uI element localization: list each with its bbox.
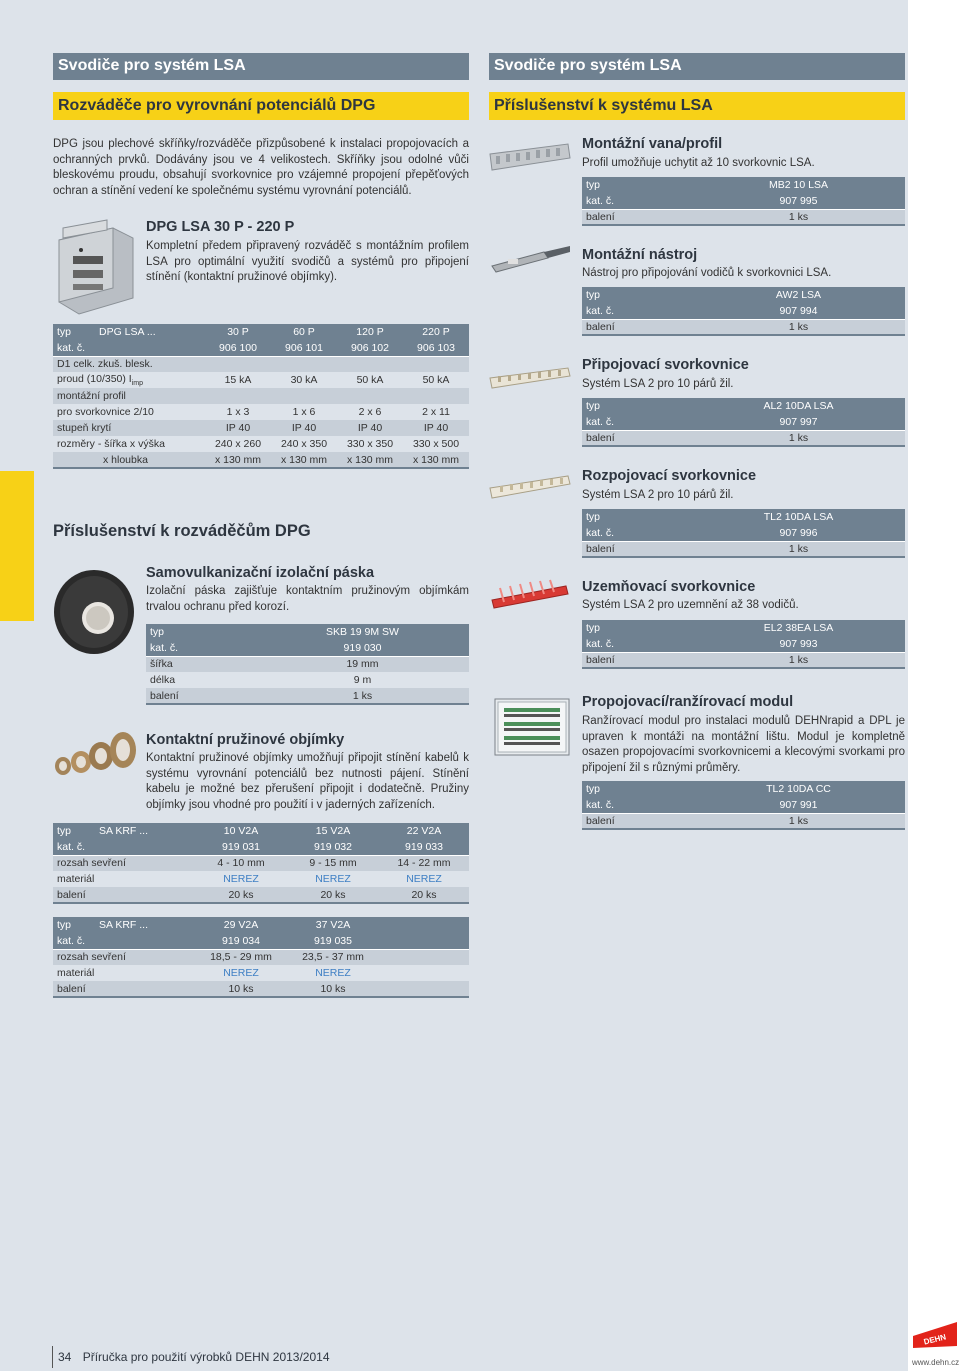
typ-label: typ	[582, 287, 692, 303]
table-cell: 60 P	[271, 324, 337, 340]
rozmery-label: rozměry - šířka x výška	[57, 438, 165, 450]
table-cell: x 130 mm	[205, 452, 271, 468]
table-cell: 1 ks	[692, 813, 905, 829]
table-cell: 30 kA	[290, 374, 318, 386]
kat-label: kat. č.	[582, 636, 692, 652]
table-cell: IP 40	[271, 420, 337, 436]
krf-spec-table-2	[53, 917, 469, 998]
kat-label: kat. č.	[582, 193, 692, 209]
baleni-label: balení	[53, 981, 195, 997]
table-cell: 240 x 350	[280, 438, 328, 450]
proud-label	[53, 372, 205, 388]
table-cell: 907 991	[692, 797, 905, 813]
left-subsection-header: Rozváděče pro vyrovnání potenciálů DPG	[53, 92, 469, 120]
product-title: Připojovací svorkovnice	[582, 357, 749, 373]
table-cell: TL2 10DA CC	[692, 781, 905, 797]
table-cell: 4 - 10 mm	[195, 855, 287, 871]
typ-label: typ	[582, 398, 692, 414]
product-title: Rozpojovací svorkovnice	[582, 468, 757, 484]
table-cell: 919 034	[195, 933, 287, 949]
table-cell: NEREZ	[315, 873, 351, 885]
product-title: Montážní vana/profil	[582, 136, 723, 152]
table-cell: NEREZ	[223, 873, 259, 885]
table-cell: EL2 38EA LSA	[692, 620, 905, 636]
dpg-spec-table	[53, 324, 469, 469]
table-cell: x 130 mm	[271, 452, 337, 468]
hloubka-label: x hloubka	[53, 452, 205, 468]
page-number: 34	[58, 1350, 72, 1364]
typ-label: typ	[582, 177, 692, 193]
table-cell: 907 996	[692, 525, 905, 541]
table-cell: 906 101	[271, 340, 337, 356]
kat-label: kat. č.	[53, 933, 195, 949]
kat-label: kat. č.	[582, 797, 692, 813]
tape-title: Samovulkanizační izolační páska	[146, 565, 375, 581]
product-title: Uzemňovací svorkovnice	[582, 579, 756, 595]
patch-module-image	[494, 698, 570, 756]
table-cell: 20 ks	[379, 887, 469, 903]
typ-prefix: DPG LSA ...	[95, 324, 205, 340]
kat-label: kat. č.	[53, 340, 205, 356]
tape-description: Izolační páska zajišťuje kontaktním pružinovým objímkám trvalou ochranu před korozí.	[146, 585, 469, 613]
kat-label: kat. č.	[53, 839, 195, 855]
baleni-label: balení	[582, 430, 692, 446]
table-cell: 919 032	[287, 839, 379, 855]
table-cell: NEREZ	[406, 873, 442, 885]
mounting-profile-image	[488, 140, 572, 176]
table-cell: 1 ks	[692, 430, 905, 446]
table-cell: 220 P	[403, 324, 469, 340]
table-cell: x 130 mm	[403, 452, 469, 468]
table-cell: IP 40	[337, 420, 403, 436]
product-spec-table	[582, 509, 905, 558]
insulating-tape-image	[52, 566, 136, 656]
product-description: Systém LSA 2 pro 10 párů žil.	[582, 378, 734, 390]
table-cell: 906 103	[403, 340, 469, 356]
table-cell: 240 x 260	[214, 438, 262, 450]
disconnection-block-image	[488, 474, 572, 500]
typ-label: typ	[582, 781, 692, 797]
rozsah-label: rozsah sevření	[53, 949, 195, 965]
empty-cell	[379, 917, 469, 933]
table-cell: 330 x 350	[346, 438, 394, 450]
baleni-label: balení	[582, 813, 692, 829]
product-spec-table	[582, 781, 905, 830]
baleni-label: balení	[582, 652, 692, 668]
table-cell: MB2 10 LSA	[692, 177, 905, 193]
krf-title: Kontaktní pružinové objímky	[146, 732, 345, 748]
right-section-header: Svodiče pro systém LSA	[489, 53, 905, 80]
proud-label-text: proud (10/350) I	[57, 372, 132, 385]
page-footer	[52, 1346, 330, 1368]
baleni-label: balení	[53, 887, 195, 903]
table-cell: 29 V2A	[195, 917, 287, 933]
earthing-block-image	[488, 578, 572, 614]
table-cell: 919 031	[195, 839, 287, 855]
product-title: Propojovací/ranžírovací modul	[582, 694, 794, 710]
table-cell: 50 kA	[422, 374, 450, 386]
table-cell: 50 kA	[356, 374, 384, 386]
dpg-intro-text: DPG jsou plechové skříňky/rozváděče přizpůsobené k instalaci propojovacích a ochranných prvků. Dodávány jsou ve 4 velikostech. Skříňky jsou odolné vůči bleskovému proudu, obsahují svorkovnice pro vzájemné propojení přepěťových ochran a stínění vedení ke společnému systému vyrovnání potenciálů.	[53, 138, 469, 197]
table-cell: 907 993	[692, 636, 905, 652]
table-cell: 19 mm	[256, 656, 469, 672]
empty-cell	[379, 965, 469, 981]
rozsah-label: rozsah sevření	[53, 855, 195, 871]
right-margin	[908, 0, 960, 1371]
table-cell: 919 035	[287, 933, 379, 949]
proud-sub: imp	[131, 380, 143, 388]
table-cell: 22 V2A	[379, 823, 469, 839]
table-cell: 907 995	[692, 193, 905, 209]
product-spec-table	[582, 620, 905, 669]
table-cell: IP 40	[205, 420, 271, 436]
spring-clamps-image	[53, 728, 137, 780]
table-cell: 15 V2A	[287, 823, 379, 839]
profil-label: montážní profil	[53, 388, 469, 404]
table-cell: 919 030	[256, 640, 469, 656]
empty-cell	[379, 981, 469, 997]
table-cell: 1 ks	[692, 652, 905, 668]
table-cell: 10 ks	[195, 981, 287, 997]
krf-description: Kontaktní pružinové objímky umožňují připojit stínění kabelů k systému vyrovnání potenciálů bez nutnosti pájení. Stínění kabelu je možné bez přerušení připojit i dodatečně. Pružiny objímky jsou vhodné pro použití i v jaderných zařízeních.	[146, 752, 469, 811]
krf-spec-table-1	[53, 823, 469, 904]
table-cell: 1 ks	[692, 541, 905, 557]
kat-label: kat. č.	[582, 303, 692, 319]
left-section-header: Svodiče pro systém LSA	[53, 53, 469, 80]
table-cell: 907 994	[692, 303, 905, 319]
table-cell: 37 V2A	[287, 917, 379, 933]
kat-label: kat. č.	[582, 414, 692, 430]
typ-label: typ	[146, 624, 256, 640]
table-cell: 9 - 15 mm	[287, 855, 379, 871]
typ-label: typ	[582, 620, 692, 636]
mounting-tool-image	[488, 244, 572, 274]
table-cell: TL2 10DA LSA	[692, 509, 905, 525]
typ-label: typ	[582, 509, 692, 525]
delka-label: délka	[150, 674, 176, 686]
product-description: Systém LSA 2 pro uzemnění až 38 vodičů.	[582, 599, 799, 611]
table-cell: 1 ks	[692, 209, 905, 225]
material-label: materiál	[57, 967, 95, 979]
typ-prefix: SA KRF ...	[95, 823, 195, 839]
table-cell: 906 100	[205, 340, 271, 356]
table-cell: 1 ks	[692, 319, 905, 335]
table-cell: 9 m	[353, 674, 372, 686]
table-cell: 120 P	[337, 324, 403, 340]
dehn-logo	[913, 1318, 957, 1348]
product-description: Nástroj pro připojování vodičů k svorkovnici LSA.	[582, 267, 832, 279]
product-spec-table	[582, 398, 905, 447]
table-cell: 2 x 11	[422, 406, 450, 418]
table-cell: 15 kA	[224, 374, 252, 386]
product-description: Profil umožňuje uchytit až 10 svorkovnic LSA.	[582, 157, 815, 169]
table-cell: 1 x 6	[292, 406, 316, 418]
typ-label: typ	[53, 823, 95, 839]
table-cell: 14 - 22 mm	[379, 855, 469, 871]
table-cell: NEREZ	[223, 967, 259, 979]
footer-title: Příručka pro použití výrobků DEHN 2013/2014	[82, 1350, 330, 1364]
dpg-product-title: DPG LSA 30 P - 220 P	[146, 219, 295, 235]
baleni-label: balení	[582, 541, 692, 557]
kat-label: kat. č.	[146, 640, 256, 656]
baleni-label: balení	[582, 209, 692, 225]
table-cell: 20 ks	[195, 887, 287, 903]
tape-spec-table	[146, 624, 469, 705]
table-cell: 330 x 500	[412, 438, 460, 450]
table-cell: 2 x 6	[358, 406, 382, 418]
yellow-marker	[0, 471, 34, 621]
d1-label: D1 celk. zkuš. blesk.	[53, 356, 469, 372]
table-cell: 906 102	[337, 340, 403, 356]
product-spec-table	[582, 287, 905, 336]
table-cell: NEREZ	[315, 967, 351, 979]
table-cell: AW2 LSA	[692, 287, 905, 303]
kat-label: kat. č.	[582, 525, 692, 541]
empty-cell	[379, 949, 469, 965]
website-url: www.dehn.cz	[912, 1358, 960, 1367]
table-cell: 23,5 - 37 mm	[287, 949, 379, 965]
product-description: Ranžírovací modul pro instalaci modulů DEHNrapid a DPL je upraven k montáži na montážní lištu. Modul je kompletně osazen propojovacími svorkovnicemi a klecovými svorkami pro připojení žil s různými průměry.	[582, 715, 905, 774]
table-cell: SKB 19 9M SW	[256, 624, 469, 640]
table-cell: IP 40	[403, 420, 469, 436]
typ-prefix: SA KRF ...	[95, 917, 195, 933]
material-label: materiál	[57, 873, 95, 885]
accessories-heading: Příslušenství k rozváděčům DPG	[53, 522, 311, 540]
table-cell: 10 ks	[287, 981, 379, 997]
table-cell: 1 ks	[256, 688, 469, 704]
dpg-product-description: Kompletní předem připravený rozváděč s montážním profilem LSA pro optimální využití svodičů a systémů pro připojení stínění (kontaktní pružinové objímky).	[146, 240, 469, 283]
product-spec-table	[582, 177, 905, 226]
kryti-label: stupeň krytí	[53, 420, 205, 436]
connection-block-image	[488, 366, 572, 390]
table-cell: x 130 mm	[337, 452, 403, 468]
table-cell: 1 x 3	[226, 406, 250, 418]
table-cell: 10 V2A	[195, 823, 287, 839]
typ-label: typ	[53, 917, 95, 933]
sirka-label: šířka	[146, 656, 256, 672]
table-cell: 30 P	[205, 324, 271, 340]
dehn-logo-text: DEHN	[922, 1332, 947, 1347]
table-cell: AL2 10DA LSA	[692, 398, 905, 414]
table-cell: 20 ks	[287, 887, 379, 903]
typ-label: typ	[53, 324, 95, 340]
empty-cell	[379, 933, 469, 949]
baleni-label: balení	[146, 688, 256, 704]
table-cell: 919 033	[379, 839, 469, 855]
baleni-label: balení	[582, 319, 692, 335]
dpg-cabinet-image	[53, 218, 135, 316]
table-cell: 907 997	[692, 414, 905, 430]
svork-label: pro svorkovnice 2/10	[57, 406, 154, 418]
right-subsection-header: Příslušenství k systému LSA	[489, 92, 905, 120]
product-description: Systém LSA 2 pro 10 párů žil.	[582, 489, 734, 501]
product-title: Montážní nástroj	[582, 247, 698, 263]
table-cell: 18,5 - 29 mm	[195, 949, 287, 965]
